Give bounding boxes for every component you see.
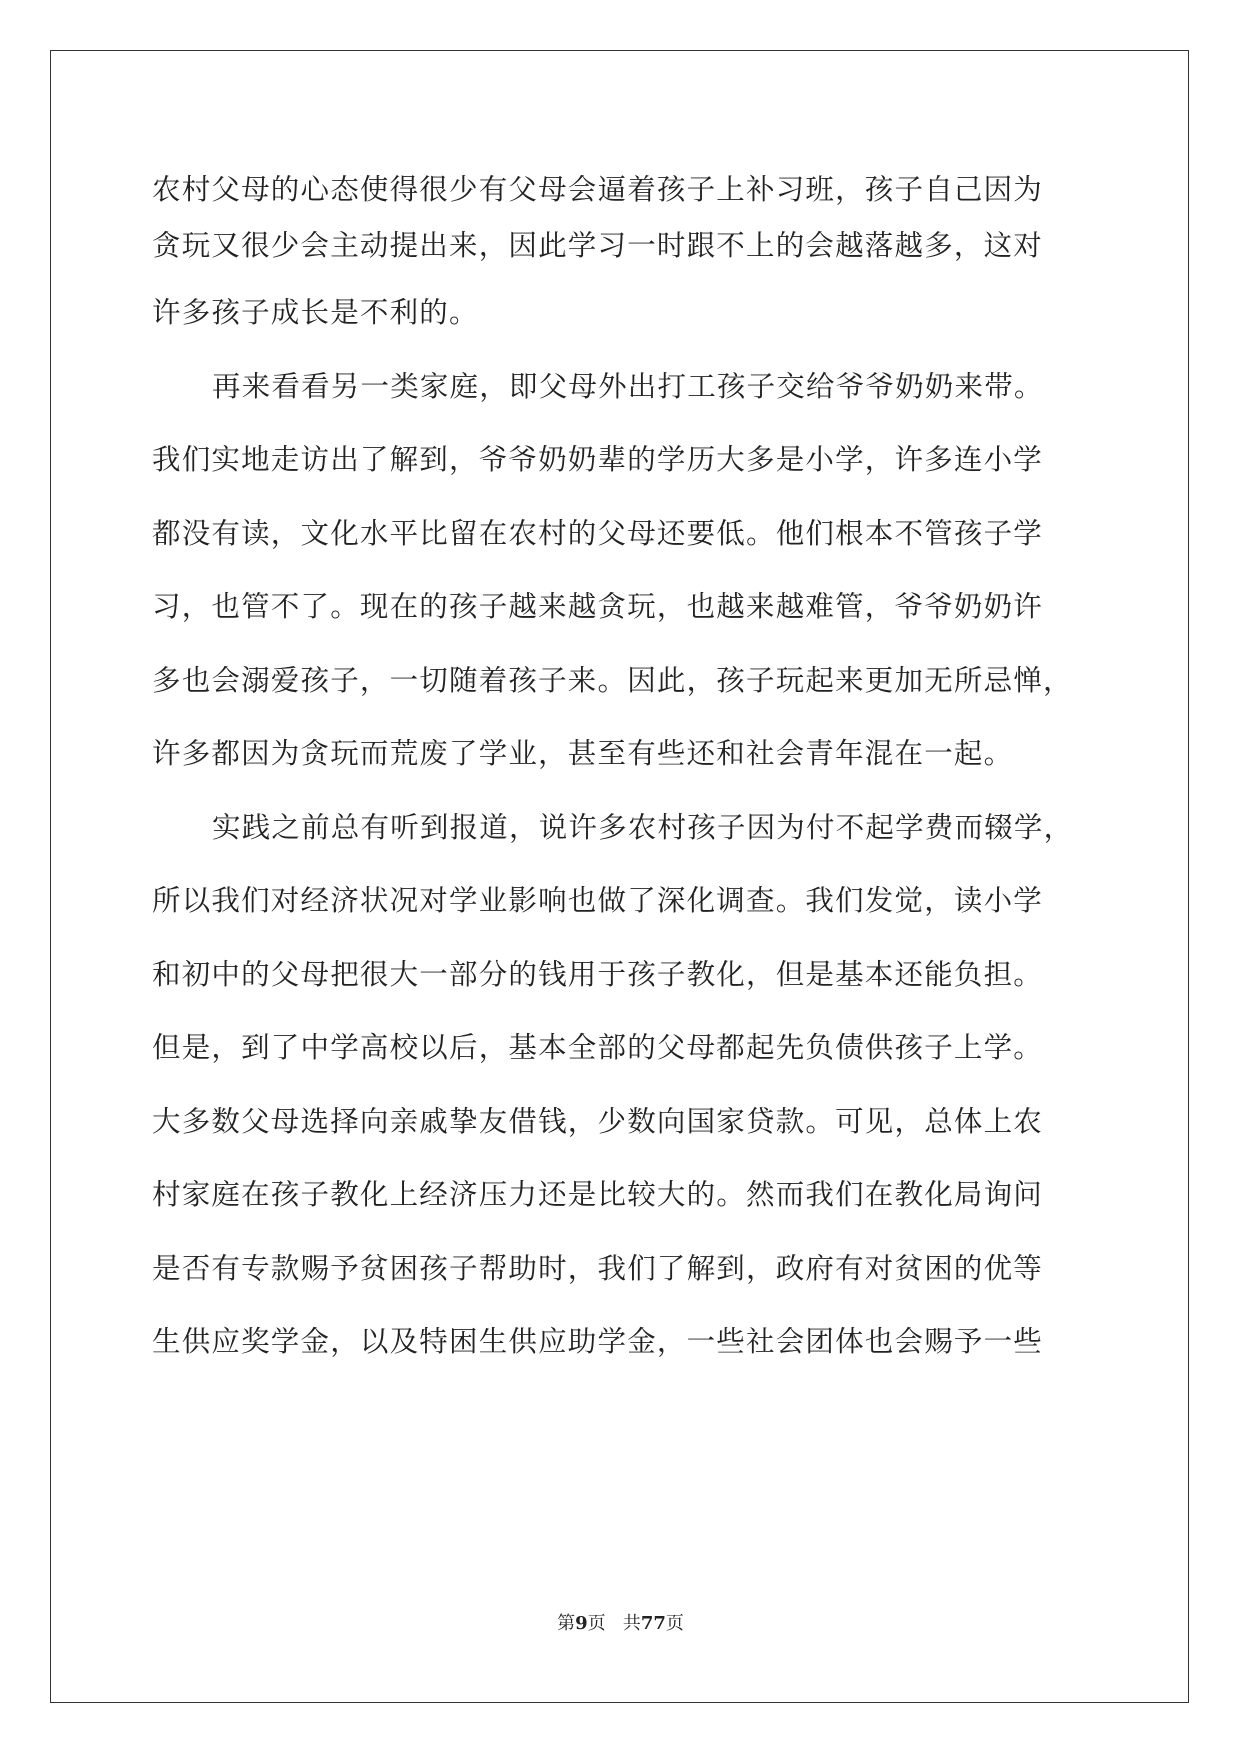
body-text-line: 村家庭在孩子教化上经济压力还是比较大的。然而我们在教化局询问 [152,1178,1044,1211]
body-text-line: 我们实地走访出了解到，爷爷奶奶辈的学历大多是小学，许多连小学 [152,443,1044,476]
body-text-line: 都没有读，文化水平比留在农村的父母还要低。他们根本不管孩子学 [152,517,1044,550]
page-footer [0,1609,1241,1635]
body-text-line: 习，也管不了。现在的孩子越来越贪玩，也越来越难管，爷爷奶奶许 [152,590,1044,623]
body-text-line: 多也会溺爱孩子，一切随着孩子来。因此，孩子玩起来更加无所忌惮， [152,664,1073,697]
body-text-line: 农村父母的心态使得很少有父母会逼着孩子上补习班，孩子自己因为 [152,173,1044,206]
body-text-line: 是否有专款赐予贫困孩子帮助时，我们了解到，政府有对贫困的优等 [152,1252,1044,1285]
footer-prefix: 第 [557,1613,576,1634]
total-pages-number: 77 [640,1613,666,1634]
current-page-number: 9 [575,1613,588,1634]
body-text-line: 再来看看另一类家庭，即父母外出打工孩子交给爷爷奶奶来带。 [212,370,1044,403]
body-text-line: 但是，到了中学高校以后，基本全部的父母都起先负债供孩子上学。 [152,1031,1044,1064]
body-text-line: 和初中的父母把很大一部分的钱用于孩子教化，但是基本还能负担。 [152,958,1044,991]
footer-total-suffix: 页 [665,1613,684,1634]
body-text-line: 许多都因为贪玩而荒废了学业，甚至有些还和社会青年混在一起。 [152,737,1014,770]
footer-page-word: 页 [587,1613,606,1634]
body-text-line: 大多数父母选择向亲戚挚友借钱，少数向国家贷款。可见，总体上农 [152,1105,1044,1138]
body-text-line: 所以我们对经济状况对学业影响也做了深化调查。我们发觉，读小学 [152,884,1044,917]
body-text-line: 贪玩又很少会主动提出来，因此学习一时跟不上的会越落越多，这对 [152,229,1044,262]
footer-total-prefix: 共 [622,1613,641,1634]
body-text-line: 许多孩子成长是不利的。 [152,296,479,329]
body-text-line: 实践之前总有听到报道，说许多农村孩子因为付不起学费而辍学， [212,811,1074,844]
body-text-line: 生供应奖学金，以及特困生供应助学金，一些社会团体也会赐予一些 [152,1325,1044,1358]
